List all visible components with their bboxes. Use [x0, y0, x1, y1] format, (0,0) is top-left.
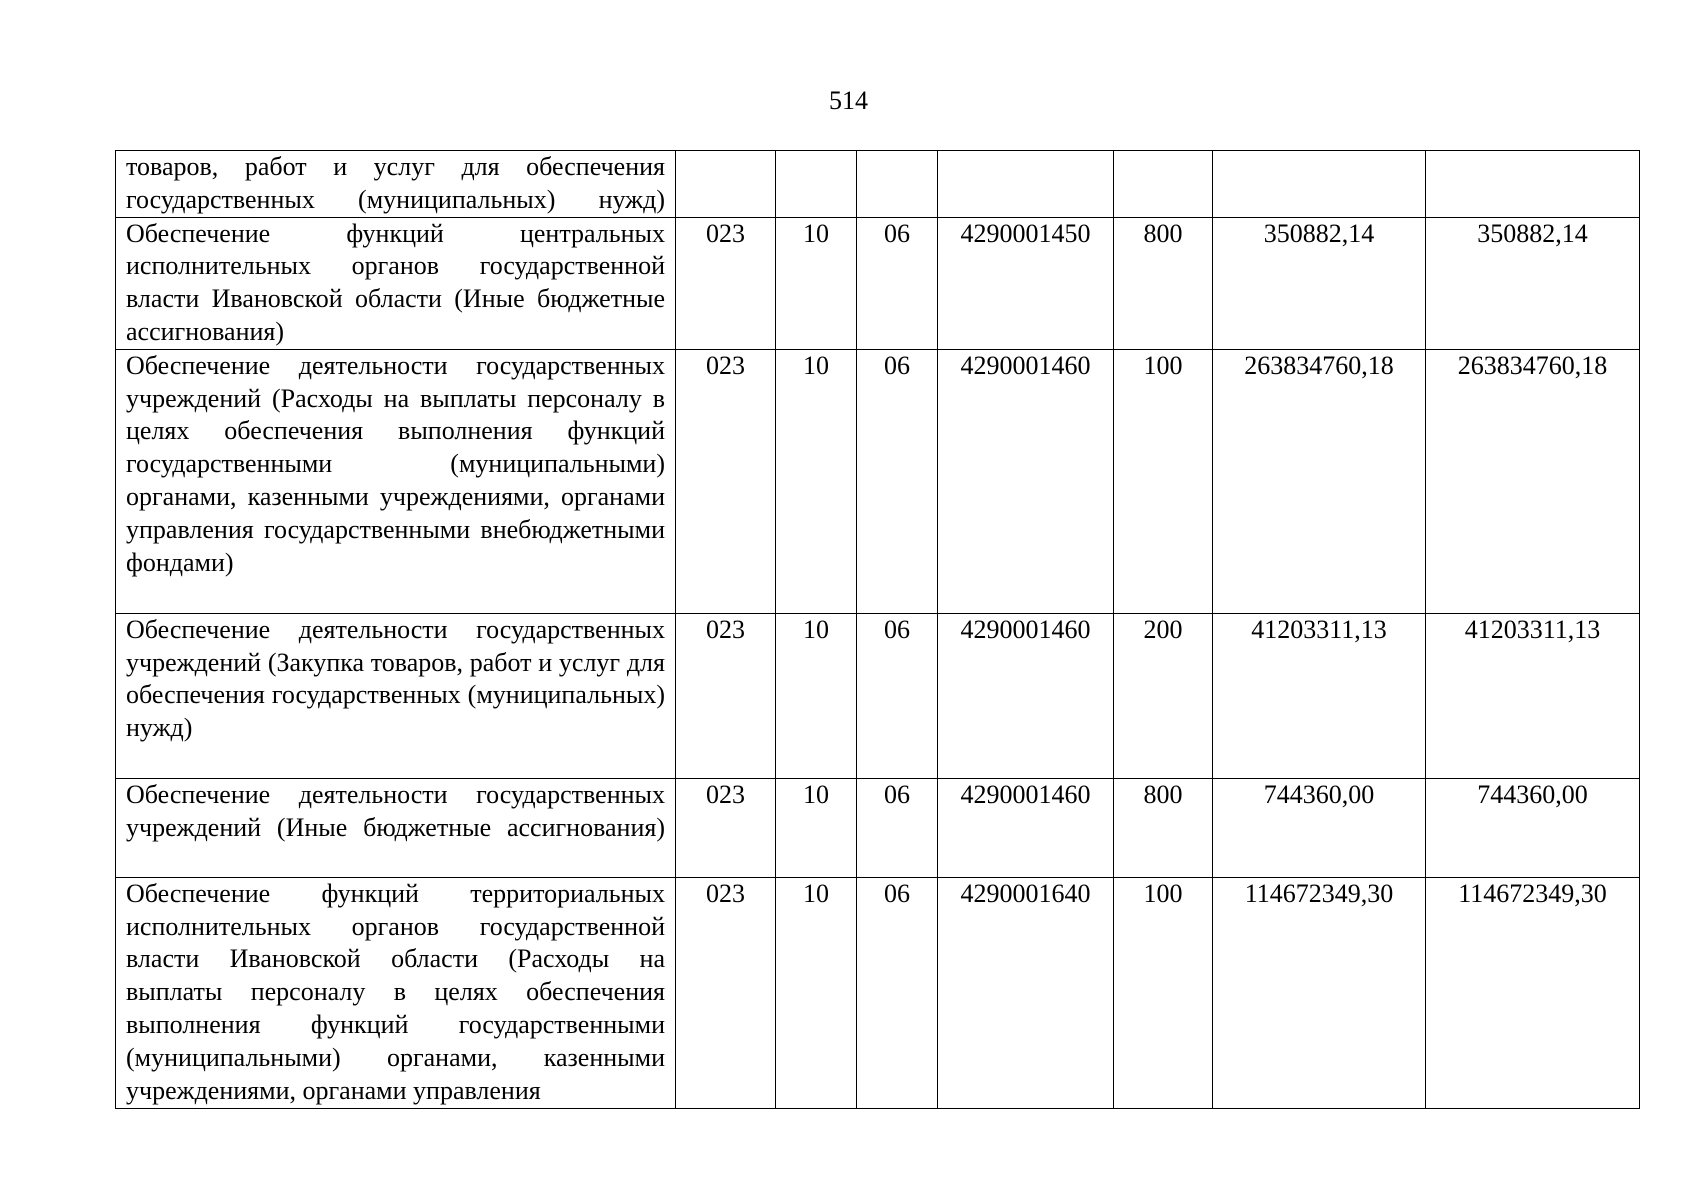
row-description: Обеспечение деятельности государственных учреждений (Закупка товаров, работ и услуг для обеспечения государственных (муниципальных) нужд)	[116, 613, 676, 778]
amount-2: 350882,14	[1426, 217, 1640, 349]
amount-2: 744360,00	[1426, 778, 1640, 877]
subsection-code	[857, 151, 938, 218]
subsection-code: 06	[857, 217, 938, 349]
expense-type-code: 200	[1114, 613, 1213, 778]
row-description: Обеспечение функций территориальных исполнительных органов государственной власти Ивановской области (Расходы на выплаты персоналу в целях обеспечения выполнения функций государственными (муниципальными) органами, казенными учреждениями, органами управления	[116, 877, 676, 1108]
subsection-code: 06	[857, 613, 938, 778]
target-item-code: 4290001460	[938, 349, 1114, 613]
amount-2: 41203311,13	[1426, 613, 1640, 778]
amount-1: 744360,00	[1213, 778, 1426, 877]
row-description: Обеспечение деятельности государственных учреждений (Расходы на выплаты персоналу в целях обеспечения выполнения функций государственными (муниципальными) органами, казенными учреждениями, органами управления государственными внебюджетными фондами)	[116, 349, 676, 613]
target-item-code: 4290001640	[938, 877, 1114, 1108]
section-code: 10	[776, 349, 857, 613]
amount-1	[1213, 151, 1426, 218]
table-row	[116, 349, 1640, 613]
section-code: 10	[776, 778, 857, 877]
subsection-code: 06	[857, 778, 938, 877]
row-description: Обеспечение деятельности государственных учреждений (Иные бюджетные ассигнования)	[116, 778, 676, 877]
amount-1: 41203311,13	[1213, 613, 1426, 778]
table-row	[116, 877, 1640, 1108]
target-item-code	[938, 151, 1114, 218]
amount-1: 114672349,30	[1213, 877, 1426, 1108]
budget-table	[115, 150, 1640, 1109]
amount-2: 114672349,30	[1426, 877, 1640, 1108]
subsection-code: 06	[857, 349, 938, 613]
expense-type-code: 100	[1114, 349, 1213, 613]
amount-2	[1426, 151, 1640, 218]
expense-type-code: 800	[1114, 778, 1213, 877]
department-code: 023	[676, 217, 776, 349]
section-code: 10	[776, 613, 857, 778]
table-row	[116, 217, 1640, 349]
target-item-code: 4290001450	[938, 217, 1114, 349]
amount-1: 350882,14	[1213, 217, 1426, 349]
expense-type-code: 100	[1114, 877, 1213, 1108]
target-item-code: 4290001460	[938, 613, 1114, 778]
section-code	[776, 151, 857, 218]
department-code: 023	[676, 877, 776, 1108]
expense-type-code	[1114, 151, 1213, 218]
table-row	[116, 151, 1640, 218]
page-number: 514	[829, 86, 868, 115]
department-code: 023	[676, 778, 776, 877]
department-code: 023	[676, 613, 776, 778]
section-code: 10	[776, 217, 857, 349]
row-description: Обеспечение функций центральных исполнительных органов государственной власти Ивановской области (Иные бюджетные ассигнования)	[116, 217, 676, 349]
subsection-code: 06	[857, 877, 938, 1108]
department-code: 023	[676, 349, 776, 613]
amount-1: 263834760,18	[1213, 349, 1426, 613]
target-item-code: 4290001460	[938, 778, 1114, 877]
row-description: товаров, работ и услуг для обеспечения государственных (муниципальных) нужд)	[116, 151, 676, 218]
amount-2: 263834760,18	[1426, 349, 1640, 613]
department-code	[676, 151, 776, 218]
section-code: 10	[776, 877, 857, 1108]
table-row	[116, 778, 1640, 877]
expense-type-code: 800	[1114, 217, 1213, 349]
table-row	[116, 613, 1640, 778]
